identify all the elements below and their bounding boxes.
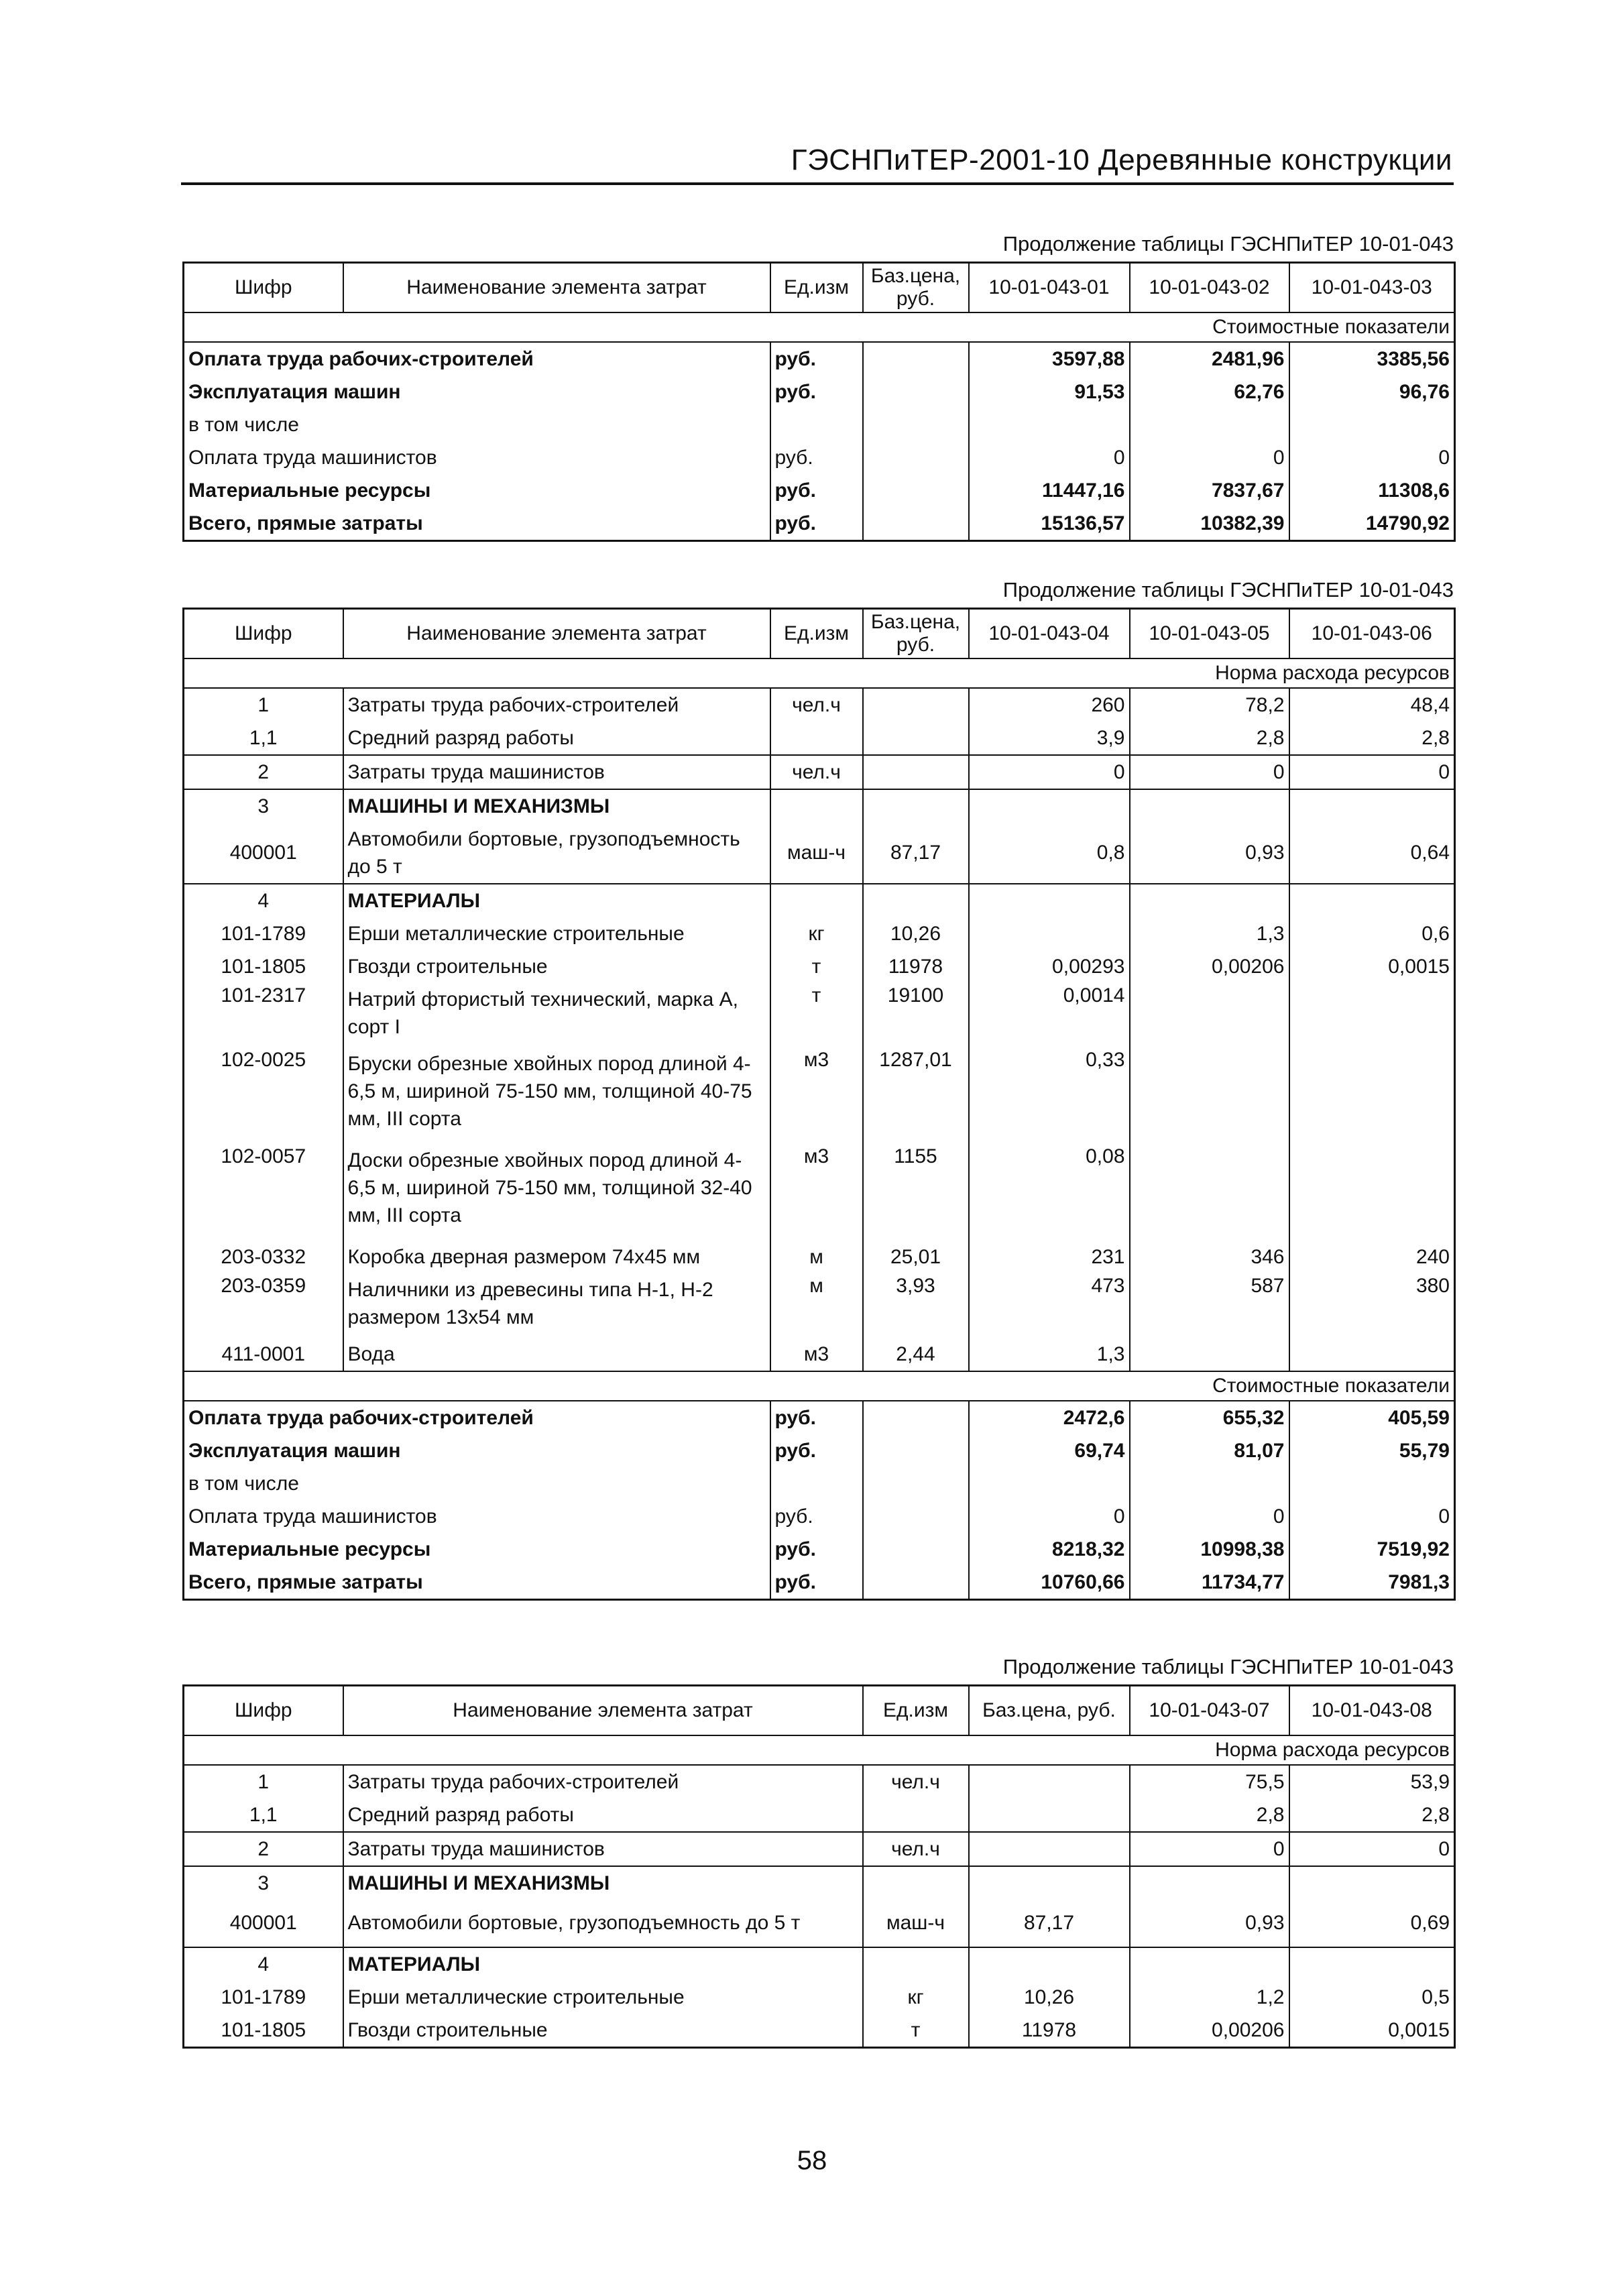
row-name: Ерши металлические строительные	[343, 1981, 863, 2014]
row-value-c: 55,79	[1289, 1434, 1455, 1467]
row-price: 87,17	[863, 823, 969, 884]
row-value-c: 380	[1415, 1275, 1450, 1297]
row-value-b: 11734,77	[1130, 1566, 1289, 1600]
table-row	[184, 1500, 1455, 1533]
row-value-a: 0	[969, 1500, 1130, 1533]
row-name: в том числе	[188, 413, 299, 436]
section-norm-label: Норма расхода ресурсов	[184, 658, 1455, 688]
row-price	[863, 688, 969, 722]
table-row	[184, 1832, 1455, 1866]
table-row	[184, 755, 1455, 789]
row-value-a: 10760,66	[969, 1566, 1130, 1600]
row-value-b: 0,5	[1422, 1986, 1450, 2008]
row-unit: руб.	[770, 1401, 863, 1434]
row-unit: т	[770, 983, 863, 1047]
row-price: 11978	[863, 950, 969, 983]
col-unit-header: Ед.изм	[770, 609, 863, 659]
table-row	[184, 1947, 1455, 1981]
row-value-b: 81,07	[1130, 1434, 1289, 1467]
row-name: Материальные ресурсы	[188, 479, 431, 502]
row-value-b: 62,76	[1130, 376, 1289, 408]
section-norm-label: Норма расхода ресурсов	[184, 1735, 1455, 1765]
col-unit-header: Ед.изм	[863, 1686, 969, 1736]
row-unit: руб.	[770, 1500, 863, 1533]
row-value-b: 0,0015	[1388, 2018, 1450, 2041]
col-price-header: Баз.цена, руб.	[863, 609, 969, 659]
row-value-c: 2,8	[1422, 726, 1450, 749]
row-name: Бруски обрезные хвойных пород длиной 4-6,5 м, шириной 75-150 мм, толщиной 40-75 мм, III сорта	[343, 1047, 770, 1144]
row-code: 101-1805	[184, 2014, 343, 2048]
row-unit: руб.	[770, 441, 863, 474]
row-value-b: 0	[1289, 1832, 1455, 1866]
table-row	[184, 408, 1455, 441]
row-value-a	[969, 917, 1130, 950]
col-b-header: 10-01-043-05	[1130, 609, 1289, 659]
row-value-c: 7981,3	[1289, 1566, 1455, 1600]
table-row	[184, 474, 1455, 507]
row-value-c	[1289, 983, 1455, 1047]
page-header-title: ГЭСНПиТЕР-2001-10 Деревянные конструкции	[791, 144, 1452, 176]
row-code: 1	[184, 688, 343, 722]
row-value-b: 10998,38	[1130, 1533, 1289, 1566]
row-price	[863, 755, 969, 789]
table-row	[184, 441, 1455, 474]
table-row	[184, 376, 1455, 408]
row-value-c: 0	[1289, 755, 1455, 789]
row-value-c: 0,64	[1410, 842, 1450, 864]
row-price	[969, 1798, 1130, 1832]
table-row	[184, 1401, 1455, 1434]
row-value-c: 96,76	[1289, 376, 1455, 408]
row-unit: руб.	[770, 1566, 863, 1600]
row-value-b	[1130, 983, 1289, 1047]
row-unit: кг	[863, 1981, 969, 2014]
row-code: 102-0025	[184, 1047, 343, 1144]
row-value-a: 0,93	[1130, 1900, 1289, 1947]
col-c-header: 10-01-043-06	[1289, 609, 1455, 659]
row-name: Доски обрезные хвойных пород длиной 4-6,5 м, шириной 75-150 мм, толщиной 32-40 мм, III сорта	[343, 1144, 770, 1241]
col-price-header: Баз.цена, руб.	[969, 1686, 1130, 1736]
row-value-b: 1,3	[1130, 917, 1289, 950]
table-row	[184, 917, 1455, 950]
row-code: 4	[184, 884, 343, 917]
table-row	[184, 950, 1455, 983]
row-name: Гвозди строительные	[343, 950, 770, 983]
row-code: 101-1805	[184, 950, 343, 983]
row-name: Оплата труда машинистов	[188, 1505, 437, 1528]
row-unit: т	[863, 2014, 969, 2048]
row-value-a: 0,8	[969, 823, 1130, 884]
row-value-a: 91,53	[969, 376, 1130, 408]
row-value-b: 10382,39	[1130, 507, 1289, 541]
row-price: 10,26	[969, 1981, 1130, 2014]
row-code: 2	[184, 1832, 343, 1866]
table-row	[184, 983, 1455, 1047]
row-value-b: 0	[1130, 755, 1289, 789]
row-unit	[770, 722, 863, 755]
row-value-b: 655,32	[1130, 1401, 1289, 1434]
table-row	[184, 1467, 1455, 1500]
row-value-a: 260	[969, 688, 1130, 722]
row-price: 87,17	[969, 1900, 1130, 1947]
row-unit: руб.	[770, 342, 863, 376]
row-unit: руб.	[770, 507, 863, 541]
col-price-header: Баз.цена, руб.	[863, 263, 969, 313]
row-value-c: 3385,56	[1289, 342, 1455, 376]
row-value-b: 2481,96	[1130, 342, 1289, 376]
row-name: Автомобили бортовые, грузоподъемность до 5 т	[343, 1900, 863, 1947]
row-unit: руб.	[770, 1434, 863, 1467]
table-row	[184, 1866, 1455, 1900]
section-cost-label: Стоимостные показатели	[184, 312, 1455, 342]
row-value-b: 0	[1130, 1500, 1289, 1533]
row-value-a: 75,5	[1130, 1765, 1289, 1798]
row-value-c	[1289, 1047, 1455, 1144]
table2-caption: Продолжение таблицы ГЭСНПиТЕР 10-01-043	[1002, 578, 1454, 601]
row-price: 25,01	[863, 1241, 969, 1273]
row-value-c	[1289, 1144, 1455, 1241]
row-value-b: 2,8	[1130, 722, 1289, 755]
col-b-header: 10-01-043-02	[1130, 263, 1289, 313]
row-name: МАТЕРИАЛЫ	[343, 1947, 863, 1981]
row-value-a: 8218,32	[969, 1533, 1130, 1566]
row-value-c: 0,0015	[1388, 955, 1450, 978]
row-name: Вода	[343, 1338, 770, 1371]
row-value-a: 15136,57	[969, 507, 1130, 541]
row-value-b: 0,00206	[1130, 950, 1289, 983]
table-row	[184, 1273, 1455, 1338]
row-name: МАШИНЫ И МЕХАНИЗМЫ	[343, 789, 770, 823]
col-code-header: Шифр	[184, 609, 343, 659]
row-value-c: 11308,6	[1289, 474, 1455, 507]
row-code: 400001	[184, 1900, 343, 1947]
table-row	[184, 1798, 1455, 1832]
row-name: Всего, прямые затраты	[188, 1570, 423, 1593]
row-code: 101-1789	[184, 1981, 343, 2014]
row-name: Ерши металлические строительные	[343, 917, 770, 950]
row-value-a: 0	[1130, 1832, 1289, 1866]
row-unit: кг	[770, 917, 863, 950]
row-name: Всего, прямые затраты	[188, 512, 423, 534]
col-name-header: Наименование элемента затрат	[343, 1686, 863, 1736]
row-value-a: 0,33	[969, 1047, 1130, 1144]
row-value-c: 240	[1415, 1245, 1450, 1268]
row-unit: м3	[770, 1338, 863, 1371]
row-name: Средний разряд работы	[343, 1798, 863, 1832]
row-price: 2,44	[863, 1338, 969, 1371]
col-c-header: 10-01-043-03	[1289, 263, 1455, 313]
row-value-b: 53,9	[1410, 1770, 1450, 1793]
row-value-b: 587	[1130, 1273, 1289, 1338]
row-name: Эксплуатация машин	[188, 1439, 401, 1462]
row-name: в том числе	[188, 1472, 299, 1495]
row-price: 19100	[863, 983, 969, 1047]
page-header	[181, 141, 1454, 185]
row-code: 2	[184, 755, 343, 789]
row-code: 1,1	[184, 722, 343, 755]
table-row	[184, 1241, 1455, 1273]
row-value-b: 7837,67	[1130, 474, 1289, 507]
row-name: Затраты труда рабочих-строителей	[343, 688, 770, 722]
row-unit: чел.ч	[863, 1765, 969, 1798]
table-row	[184, 342, 1455, 376]
row-name: Коробка дверная размером 74х45 мм	[343, 1241, 770, 1273]
table3-grid	[182, 1684, 1456, 2049]
row-value-b: 0,69	[1410, 1912, 1450, 1934]
section-cost-label: Стоимостные показатели	[184, 1371, 1455, 1401]
col-b-header: 10-01-043-08	[1289, 1686, 1455, 1736]
table1-caption: Продолжение таблицы ГЭСНПиТЕР 10-01-043	[1002, 232, 1454, 255]
row-price: 10,26	[863, 917, 969, 950]
row-value-c: 14790,92	[1289, 507, 1455, 541]
table-row	[184, 688, 1455, 722]
row-value-b: 2,8	[1422, 1803, 1450, 1826]
row-value-b: 0,93	[1130, 823, 1289, 884]
row-name: Затраты труда машинистов	[343, 755, 770, 789]
row-value-a: 231	[969, 1241, 1130, 1273]
row-value-a: 1,3	[969, 1338, 1130, 1371]
table-row	[184, 789, 1455, 823]
table-row	[184, 1765, 1455, 1798]
row-value-b: 346	[1130, 1241, 1289, 1273]
row-value-a: 1,2	[1130, 1981, 1289, 2014]
row-value-c	[1289, 1338, 1455, 1371]
table-row	[184, 1533, 1455, 1566]
row-price: 1287,01	[863, 1047, 969, 1144]
row-name: Материальные ресурсы	[188, 1538, 431, 1560]
row-value-a: 2,8	[1130, 1798, 1289, 1832]
row-unit: руб.	[770, 474, 863, 507]
row-value-b	[1130, 1047, 1289, 1144]
row-name: Затраты труда рабочих-строителей	[343, 1765, 863, 1798]
row-value-c: 48,4	[1410, 693, 1450, 716]
row-value-c: 7519,92	[1289, 1533, 1455, 1566]
row-code: 203-0332	[184, 1241, 343, 1273]
row-unit: маш-ч	[863, 1900, 969, 1947]
page-number: 58	[797, 2146, 827, 2175]
row-value-c: 405,59	[1289, 1401, 1455, 1434]
row-code: 1,1	[184, 1798, 343, 1832]
table-row	[184, 1338, 1455, 1371]
row-unit: м	[770, 1273, 863, 1338]
row-price	[969, 1765, 1130, 1798]
row-price: 1155	[863, 1144, 969, 1241]
row-name: Средний разряд работы	[343, 722, 770, 755]
row-value-b	[1130, 1338, 1289, 1371]
table3-caption: Продолжение таблицы ГЭСНПиТЕР 10-01-043	[1002, 1655, 1454, 1678]
col-name-header: Наименование элемента затрат	[343, 263, 770, 313]
row-name: Оплата труда машинистов	[188, 446, 437, 469]
row-code: 400001	[184, 823, 343, 884]
col-name-header: Наименование элемента затрат	[343, 609, 770, 659]
row-value-a: 0	[969, 755, 1130, 789]
row-unit: маш-ч	[770, 823, 863, 884]
row-value-a: 2472,6	[969, 1401, 1130, 1434]
row-code: 1	[184, 1765, 343, 1798]
row-code: 3	[184, 789, 343, 823]
row-name: Автомобили бортовые, грузоподъемность до 5 т	[343, 823, 770, 884]
row-value-b: 0	[1130, 441, 1289, 474]
table-row	[184, 722, 1455, 755]
table2-grid	[182, 608, 1456, 1601]
row-code: 101-2317	[184, 983, 343, 1047]
table-row	[184, 1434, 1455, 1467]
table-row	[184, 1144, 1455, 1241]
row-unit: руб.	[770, 1533, 863, 1566]
row-value-c: 0	[1289, 1500, 1455, 1533]
row-name: Наличники из древесины типа Н-1, Н-2 размером 13х54 мм	[343, 1273, 770, 1338]
row-code: 411-0001	[184, 1338, 343, 1371]
row-value-a: 0,00206	[1130, 2014, 1289, 2048]
row-value-c: 0,6	[1422, 922, 1450, 945]
table-row	[184, 884, 1455, 917]
row-unit: чел.ч	[770, 755, 863, 789]
col-code-header: Шифр	[184, 1686, 343, 1736]
row-price	[969, 1832, 1130, 1866]
col-a-header: 10-01-043-04	[969, 609, 1130, 659]
row-value-c: 0	[1289, 441, 1455, 474]
row-code: 101-1789	[184, 917, 343, 950]
row-value-a: 3597,88	[969, 342, 1130, 376]
row-code: 102-0057	[184, 1144, 343, 1241]
col-a-header: 10-01-043-01	[969, 263, 1130, 313]
table-row	[184, 507, 1455, 541]
row-value-a: 473	[969, 1273, 1130, 1338]
row-unit: м	[770, 1241, 863, 1273]
col-a-header: 10-01-043-07	[1130, 1686, 1289, 1736]
table-row	[184, 823, 1455, 884]
row-value-a: 11447,16	[969, 474, 1130, 507]
col-code-header: Шифр	[184, 263, 343, 313]
table-row	[184, 1047, 1455, 1144]
row-code: 4	[184, 1947, 343, 1981]
row-code: 3	[184, 1866, 343, 1900]
row-unit: чел.ч	[770, 688, 863, 722]
row-price: 3,93	[863, 1273, 969, 1338]
row-price: 11978	[969, 2014, 1130, 2048]
row-value-b: 78,2	[1130, 688, 1289, 722]
row-name: Гвозди строительные	[343, 2014, 863, 2048]
row-code: 203-0359	[184, 1273, 343, 1338]
row-unit: т	[770, 950, 863, 983]
row-name: Оплата труда рабочих-строителей	[188, 1406, 534, 1429]
row-price	[863, 342, 969, 376]
row-unit	[863, 1798, 969, 1832]
row-value-b	[1130, 1144, 1289, 1241]
row-name: Оплата труда рабочих-строителей	[188, 347, 534, 370]
row-value-a: 0	[969, 441, 1130, 474]
row-value-a: 69,74	[969, 1434, 1130, 1467]
table1-grid	[182, 262, 1456, 542]
col-unit-header: Ед.изм	[770, 263, 863, 313]
row-name: МАТЕРИАЛЫ	[343, 884, 770, 917]
row-name: Затраты труда машинистов	[343, 1832, 863, 1866]
table-row	[184, 2014, 1455, 2048]
row-unit: м3	[770, 1144, 863, 1241]
row-unit: м3	[770, 1047, 863, 1144]
row-value-a: 0,00293	[969, 950, 1130, 983]
row-unit: руб.	[770, 376, 863, 408]
row-name: МАШИНЫ И МЕХАНИЗМЫ	[343, 1866, 863, 1900]
table-row	[184, 1900, 1455, 1947]
row-name: Натрий фтористый технический, марка А, сорт I	[343, 983, 770, 1047]
row-name: Эксплуатация машин	[188, 380, 401, 403]
row-unit: чел.ч	[863, 1832, 969, 1866]
row-value-a: 3,9	[969, 722, 1130, 755]
table-row	[184, 1566, 1455, 1600]
row-value-a: 0,0014	[969, 983, 1130, 1047]
row-price	[863, 722, 969, 755]
table-row	[184, 1981, 1455, 2014]
row-value-a: 0,08	[969, 1144, 1130, 1241]
